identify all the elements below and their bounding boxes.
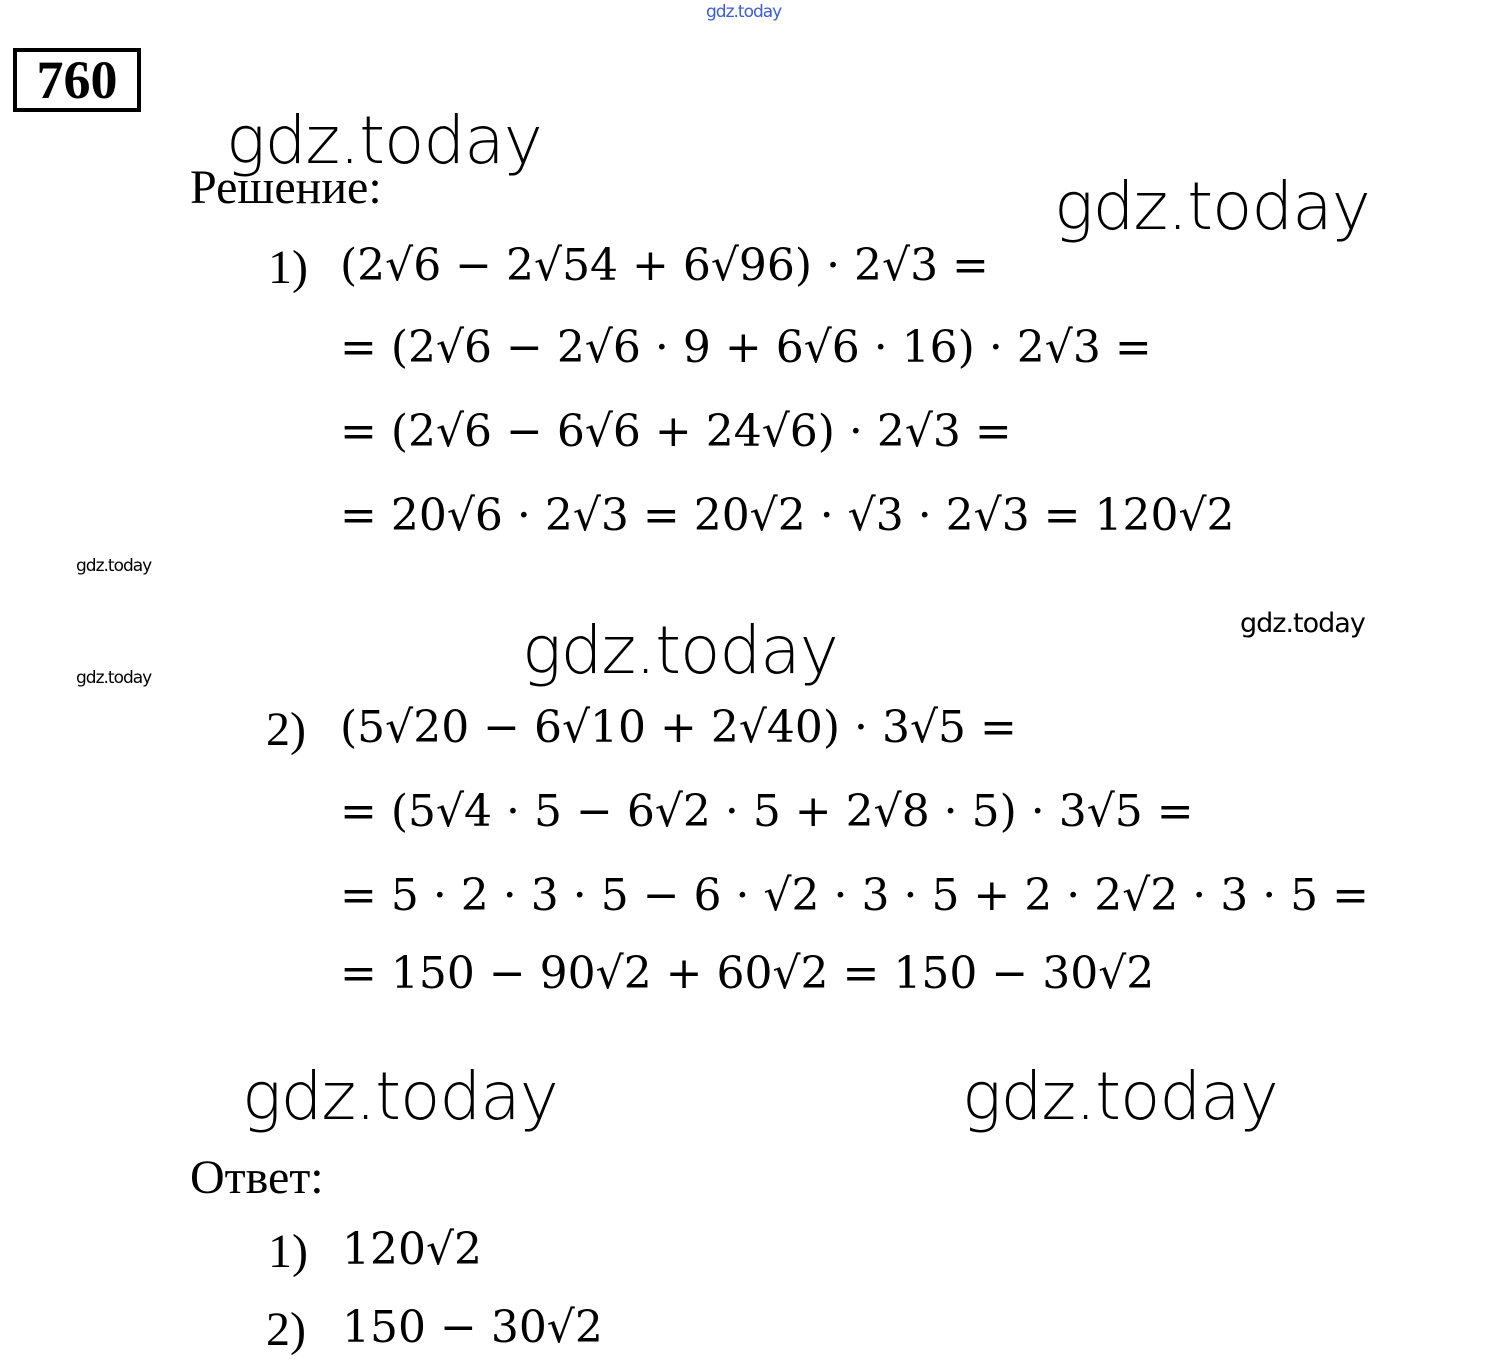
watermark: gdz.today bbox=[1240, 608, 1365, 639]
watermark-top: gdz.today bbox=[706, 2, 782, 22]
watermark: gdz.today bbox=[242, 1058, 558, 1135]
watermark: gdz.today bbox=[226, 102, 542, 179]
part2-line-4: = 150 − 90√2 + 60√2 = 150 − 30√2 bbox=[340, 948, 1155, 999]
part2-line-1: (5√20 − 6√10 + 2√40) · 3√5 = bbox=[340, 702, 1017, 753]
answer1-value: 120√2 bbox=[342, 1224, 483, 1275]
answer2-label: 2) bbox=[266, 1303, 306, 1356]
watermark: gdz.today bbox=[76, 556, 152, 576]
watermark: gdz.today bbox=[1054, 168, 1370, 245]
part2-line-2: = (5√4 · 5 − 6√2 · 5 + 2√8 · 5) · 3√5 = bbox=[340, 786, 1194, 837]
answer2-value: 150 − 30√2 bbox=[342, 1302, 603, 1353]
answer-heading: Ответ: bbox=[190, 1151, 324, 1204]
watermark: gdz.today bbox=[962, 1058, 1278, 1135]
problem-number: 760 bbox=[13, 48, 141, 112]
part2-label: 2) bbox=[266, 703, 306, 756]
part1-line-4: = 20√6 · 2√3 = 20√2 · √3 · 2√3 = 120√2 bbox=[340, 490, 1235, 541]
part1-line-2: = (2√6 − 2√6 · 9 + 6√6 · 16) · 2√3 = bbox=[340, 322, 1152, 373]
part1-line-3: = (2√6 − 6√6 + 24√6) · 2√3 = bbox=[340, 406, 1012, 457]
part2-line-3: = 5 · 2 · 3 · 5 − 6 · √2 · 3 · 5 + 2 · 2√2 · 3 · 5 = bbox=[340, 870, 1370, 921]
answer1-label: 1) bbox=[268, 1225, 308, 1278]
watermark: gdz.today bbox=[522, 612, 838, 689]
part1-label: 1) bbox=[268, 241, 308, 294]
solution-heading: Решение: bbox=[190, 161, 382, 214]
part1-line-1: (2√6 − 2√54 + 6√96) · 2√3 = bbox=[340, 240, 989, 291]
watermark: gdz.today bbox=[76, 668, 152, 688]
